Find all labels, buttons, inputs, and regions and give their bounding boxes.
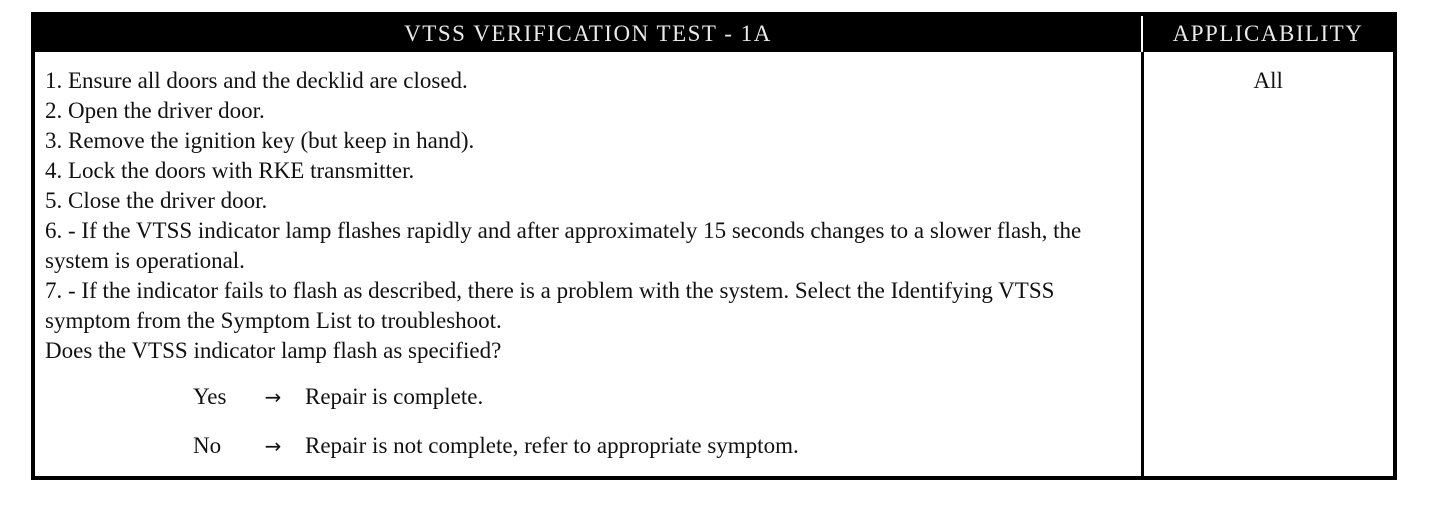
answer-yes bbox=[45, 378, 1133, 427]
answer-list bbox=[45, 378, 1133, 476]
answer-text: Repair is not complete, refer to appropriate symptom. bbox=[305, 433, 799, 458]
table-body-row bbox=[33, 52, 1395, 478]
applicability-value: All bbox=[1253, 68, 1283, 93]
step-7: 7. - If the indicator fails to flash as described, there is a problem with the system. Select the Identifying VTSS symptom from the Symptom List to troubleshoot. bbox=[45, 278, 1055, 333]
table-header-row bbox=[33, 14, 1395, 52]
step-2: 2. Open the driver door. bbox=[45, 98, 265, 123]
right-arrow-icon: → bbox=[264, 385, 282, 409]
step-4: 4. Lock the doors with RKE transmitter. bbox=[45, 158, 415, 183]
right-arrow-icon: → bbox=[264, 434, 282, 458]
step-3: 3. Remove the ignition key (but keep in hand). bbox=[45, 128, 475, 153]
test-title: VTSS VERIFICATION TEST - 1A bbox=[33, 14, 1142, 52]
step-5: 5. Close the driver door. bbox=[45, 188, 268, 213]
answer-label: No bbox=[193, 433, 222, 458]
step-6: 6. - If the VTSS indicator lamp flashes rapidly and after approximately 15 seconds changes to a slower flash, the system is operational. bbox=[45, 218, 1082, 273]
answer-no bbox=[45, 427, 1133, 476]
answer-text: Repair is complete. bbox=[305, 384, 484, 409]
step-1: 1. Ensure all doors and the decklid are closed. bbox=[45, 68, 468, 93]
procedure-body bbox=[33, 52, 1142, 478]
verification-question: Does the VTSS indicator lamp flash as specified? bbox=[45, 338, 502, 363]
answer-label: Yes bbox=[193, 384, 227, 409]
procedure-table bbox=[31, 12, 1397, 480]
applicability-heading: APPLICABILITY bbox=[1142, 14, 1395, 52]
